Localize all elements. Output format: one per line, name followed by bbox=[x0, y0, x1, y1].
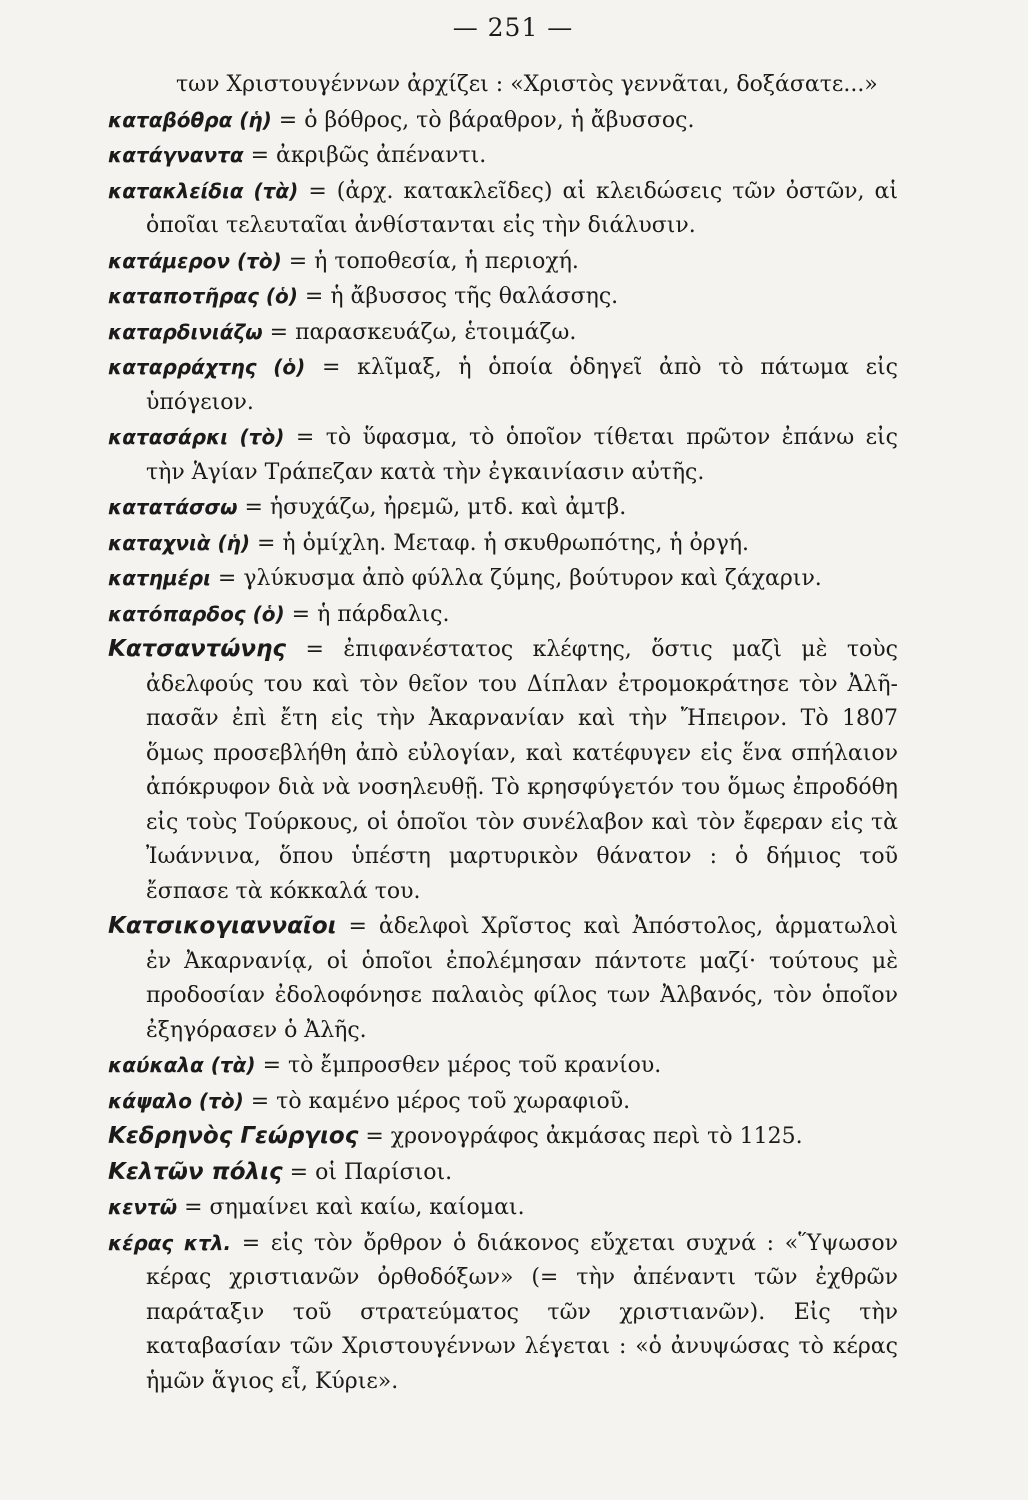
entry-definition: = ἡ πάρδαλις. bbox=[291, 601, 450, 627]
dictionary-entry bbox=[108, 597, 898, 633]
entry-headword: Κεδρηνὸς Γεώργιος bbox=[108, 1123, 359, 1149]
entry-headword: καταρδινιάζω bbox=[108, 319, 263, 344]
entry-definition: = ἀδελφοὶ Χρῖστος καὶ Ἀπόστολος, ἁρματωλοὶ ἐν Ἀκαρνανίᾳ, οἱ ὁποῖοι ἐπολέμησαν πάντοτε μαζί· τούτους μὲ προδοσίαν ἐδολοφόνησε παλαιὸς φίλος των Ἀλβανός, τὸν ὁποῖον ἐξηγόρασεν ὁ Ἀλῆς. bbox=[146, 914, 898, 1043]
dictionary-entry bbox=[108, 138, 898, 174]
page-number: — 251 — bbox=[452, 13, 574, 42]
entry-definition: = γλύκυσμα ἀπὸ φύλλα ζύμης, βούτυρον καὶ ζάχαριν. bbox=[217, 566, 822, 591]
entry-headword: κατόπαρδος (ὁ) bbox=[108, 601, 285, 626]
dictionary-entry bbox=[108, 420, 898, 490]
entry-definition: = εἰς τὸν ὄρθρον ὁ διάκονος εὔχεται συχνά : «Ὕψωσον κέρας χριστιανῶν ὀρθοδόξων» (= τὴν ἀπέναντι τῶν ἐχθρῶν παράταξιν τοῦ στρατεύματος τῶν χριστιανῶν). Εἰς τὴν καταβασίαν τῶν Χριστουγέννων λέγεται : «ὁ ἀνυψώσας τὸ κέρας ἡμῶν ἅγιος εἶ, Κύριε». bbox=[146, 1230, 898, 1394]
entry-headword: καταβόθρα (ἡ) bbox=[108, 107, 272, 132]
entry-headword: κάψαλο (τὸ) bbox=[108, 1088, 244, 1113]
entry-definition: = οἱ Παρίσιοι. bbox=[289, 1159, 453, 1185]
entry-headword: κατάμερον (τὸ) bbox=[108, 248, 282, 273]
entry-headword: κατακλείδια (τὰ) bbox=[108, 178, 299, 203]
dictionary-entry bbox=[108, 561, 898, 597]
entry-definition: = ἡ ἄβυσσος τῆς θαλάσσης. bbox=[304, 284, 619, 309]
entry-definition: = τὸ ὕφασμα, τὸ ὁποῖον τίθεται πρῶτον ἐπάνω εἰς τὴν Ἁγίαν Τράπεζαν κατὰ τὴν ἐγκαινίασιν αὐτῆς. bbox=[146, 425, 899, 485]
dictionary-entry bbox=[108, 1190, 898, 1226]
entry-headword: κατασάρκι (τὸ) bbox=[108, 425, 285, 449]
entry-definition: = σημαίνει καὶ καίω, καίομαι. bbox=[184, 1195, 525, 1220]
entry-definition: = ἐπιφανέστατος κλέφτης, ὅστις μαζὶ μὲ τοὺς ἀδελφούς του καὶ τὸν θεῖον του Δίπλαν ἐτρομοκράτησε τὸν Ἀλῆ-πασᾶν ἐπὶ ἔτη εἰς τὴν Ἀκαρνανίαν καὶ τὴν Ἤπειρον. Τὸ 1807 ὅμως προσεβλήθη ἀπὸ εὐλογίαν, καὶ κατέφυγεν εἰς ἕνα σπήλαιον ἀπόκρυφον διὰ νὰ νοσηλευθῇ. Τὸ κρησφύγετόν του ὅμως ἐπροδόθη εἰς τοὺς Τούρκους, οἱ ὁποῖοι τὸν συνέλαβον καὶ τὸν ἔφεραν εἰς τὰ Ἰωάννινα, ὅπου ὑπέστη μαρτυρικὸν θάνατον : ὁ δήμιος τοῦ ἔσπασε τὰ κόκκαλά του. bbox=[146, 637, 898, 904]
dictionary-entry bbox=[108, 315, 898, 351]
entry-definition: = ἡ τοποθεσία, ἡ περιοχή. bbox=[288, 248, 579, 274]
dictionary-entry bbox=[108, 632, 898, 909]
entry-headword: καταποτῆρας (ὁ) bbox=[108, 284, 298, 308]
dictionary-entry bbox=[108, 279, 898, 315]
continuation-text: των Χριστουγέννων ἀρχίζει : «Χριστὸς γεννᾶται, δοξάσατε...» bbox=[176, 72, 878, 97]
dictionary-entry bbox=[108, 1226, 898, 1400]
entry-definition: = ἡ ὁμίχλη. Μεταφ. ἡ σκυθρωπότης, ἡ ὀργή. bbox=[257, 530, 750, 556]
dictionary-entry bbox=[108, 174, 898, 244]
entry-definition: = χρονογράφος ἀκμάσας περὶ τὸ 1125. bbox=[365, 1124, 803, 1149]
dictionary-entry bbox=[108, 1155, 898, 1191]
entry-headword: Κελτῶν πόλις bbox=[108, 1158, 283, 1185]
dictionary-entry bbox=[108, 1048, 898, 1084]
entry-headword: κατάγναντα bbox=[108, 143, 244, 167]
entry-definition: = κλῖμαξ, ἡ ὁποία ὁδηγεῖ ἀπὸ τὸ πάτωμα εἰς ὑπόγειον. bbox=[146, 355, 898, 415]
dictionary-entry bbox=[108, 490, 898, 526]
dictionary-entry bbox=[108, 526, 898, 562]
dictionary-entry bbox=[108, 244, 898, 280]
dictionary-entry bbox=[108, 1119, 898, 1155]
entry-definition: = τὸ καμένο μέρος τοῦ χωραφιοῦ. bbox=[250, 1088, 631, 1114]
dictionary-entry bbox=[108, 1084, 898, 1120]
entry-definition: = παρασκευάζω, ἑτοιμάζω. bbox=[269, 319, 577, 345]
dictionary-entry bbox=[108, 350, 898, 420]
entry-definition: = ἡσυχάζω, ἠρεμῶ, μτδ. καὶ ἀμτβ. bbox=[244, 495, 627, 520]
entry-headword: καταρράχτης (ὁ) bbox=[108, 355, 306, 379]
entry-headword: Κατσαντώνης bbox=[108, 636, 287, 662]
entry-headword: κατημέρι bbox=[108, 566, 211, 590]
dictionary-entry bbox=[108, 103, 898, 139]
dictionary-entry bbox=[108, 909, 898, 1048]
entry-headword: καύκαλα (τὰ) bbox=[108, 1053, 256, 1077]
entry-headword: Κατσικογιανναῖοι bbox=[108, 913, 337, 939]
entry-definition: = τὸ ἔμπροσθεν μέρος τοῦ κρανίου. bbox=[262, 1053, 662, 1078]
entry-headword: καταχνιὰ (ἡ) bbox=[108, 530, 250, 555]
entry-headword: κατατάσσω bbox=[108, 495, 238, 519]
dictionary-entries bbox=[108, 68, 898, 1399]
entry-definition: = ἀκριβῶς ἀπέναντι. bbox=[250, 143, 487, 168]
entry-headword: κεντῶ bbox=[108, 1195, 178, 1219]
entry-definition: = (ἀρχ. κατακλεῖδες) αἱ κλειδώσεις τῶν ὀστῶν, αἱ ὁποῖαι τελευταῖαι ἀνθίστανται εἰς τὴν διάλυσιν. bbox=[146, 178, 899, 238]
entry-headword: κέρας κτλ. bbox=[108, 1230, 232, 1255]
entry-definition: = ὁ βόθρος, τὸ βάραθρον, ἡ ἄβυσσος. bbox=[278, 107, 695, 133]
